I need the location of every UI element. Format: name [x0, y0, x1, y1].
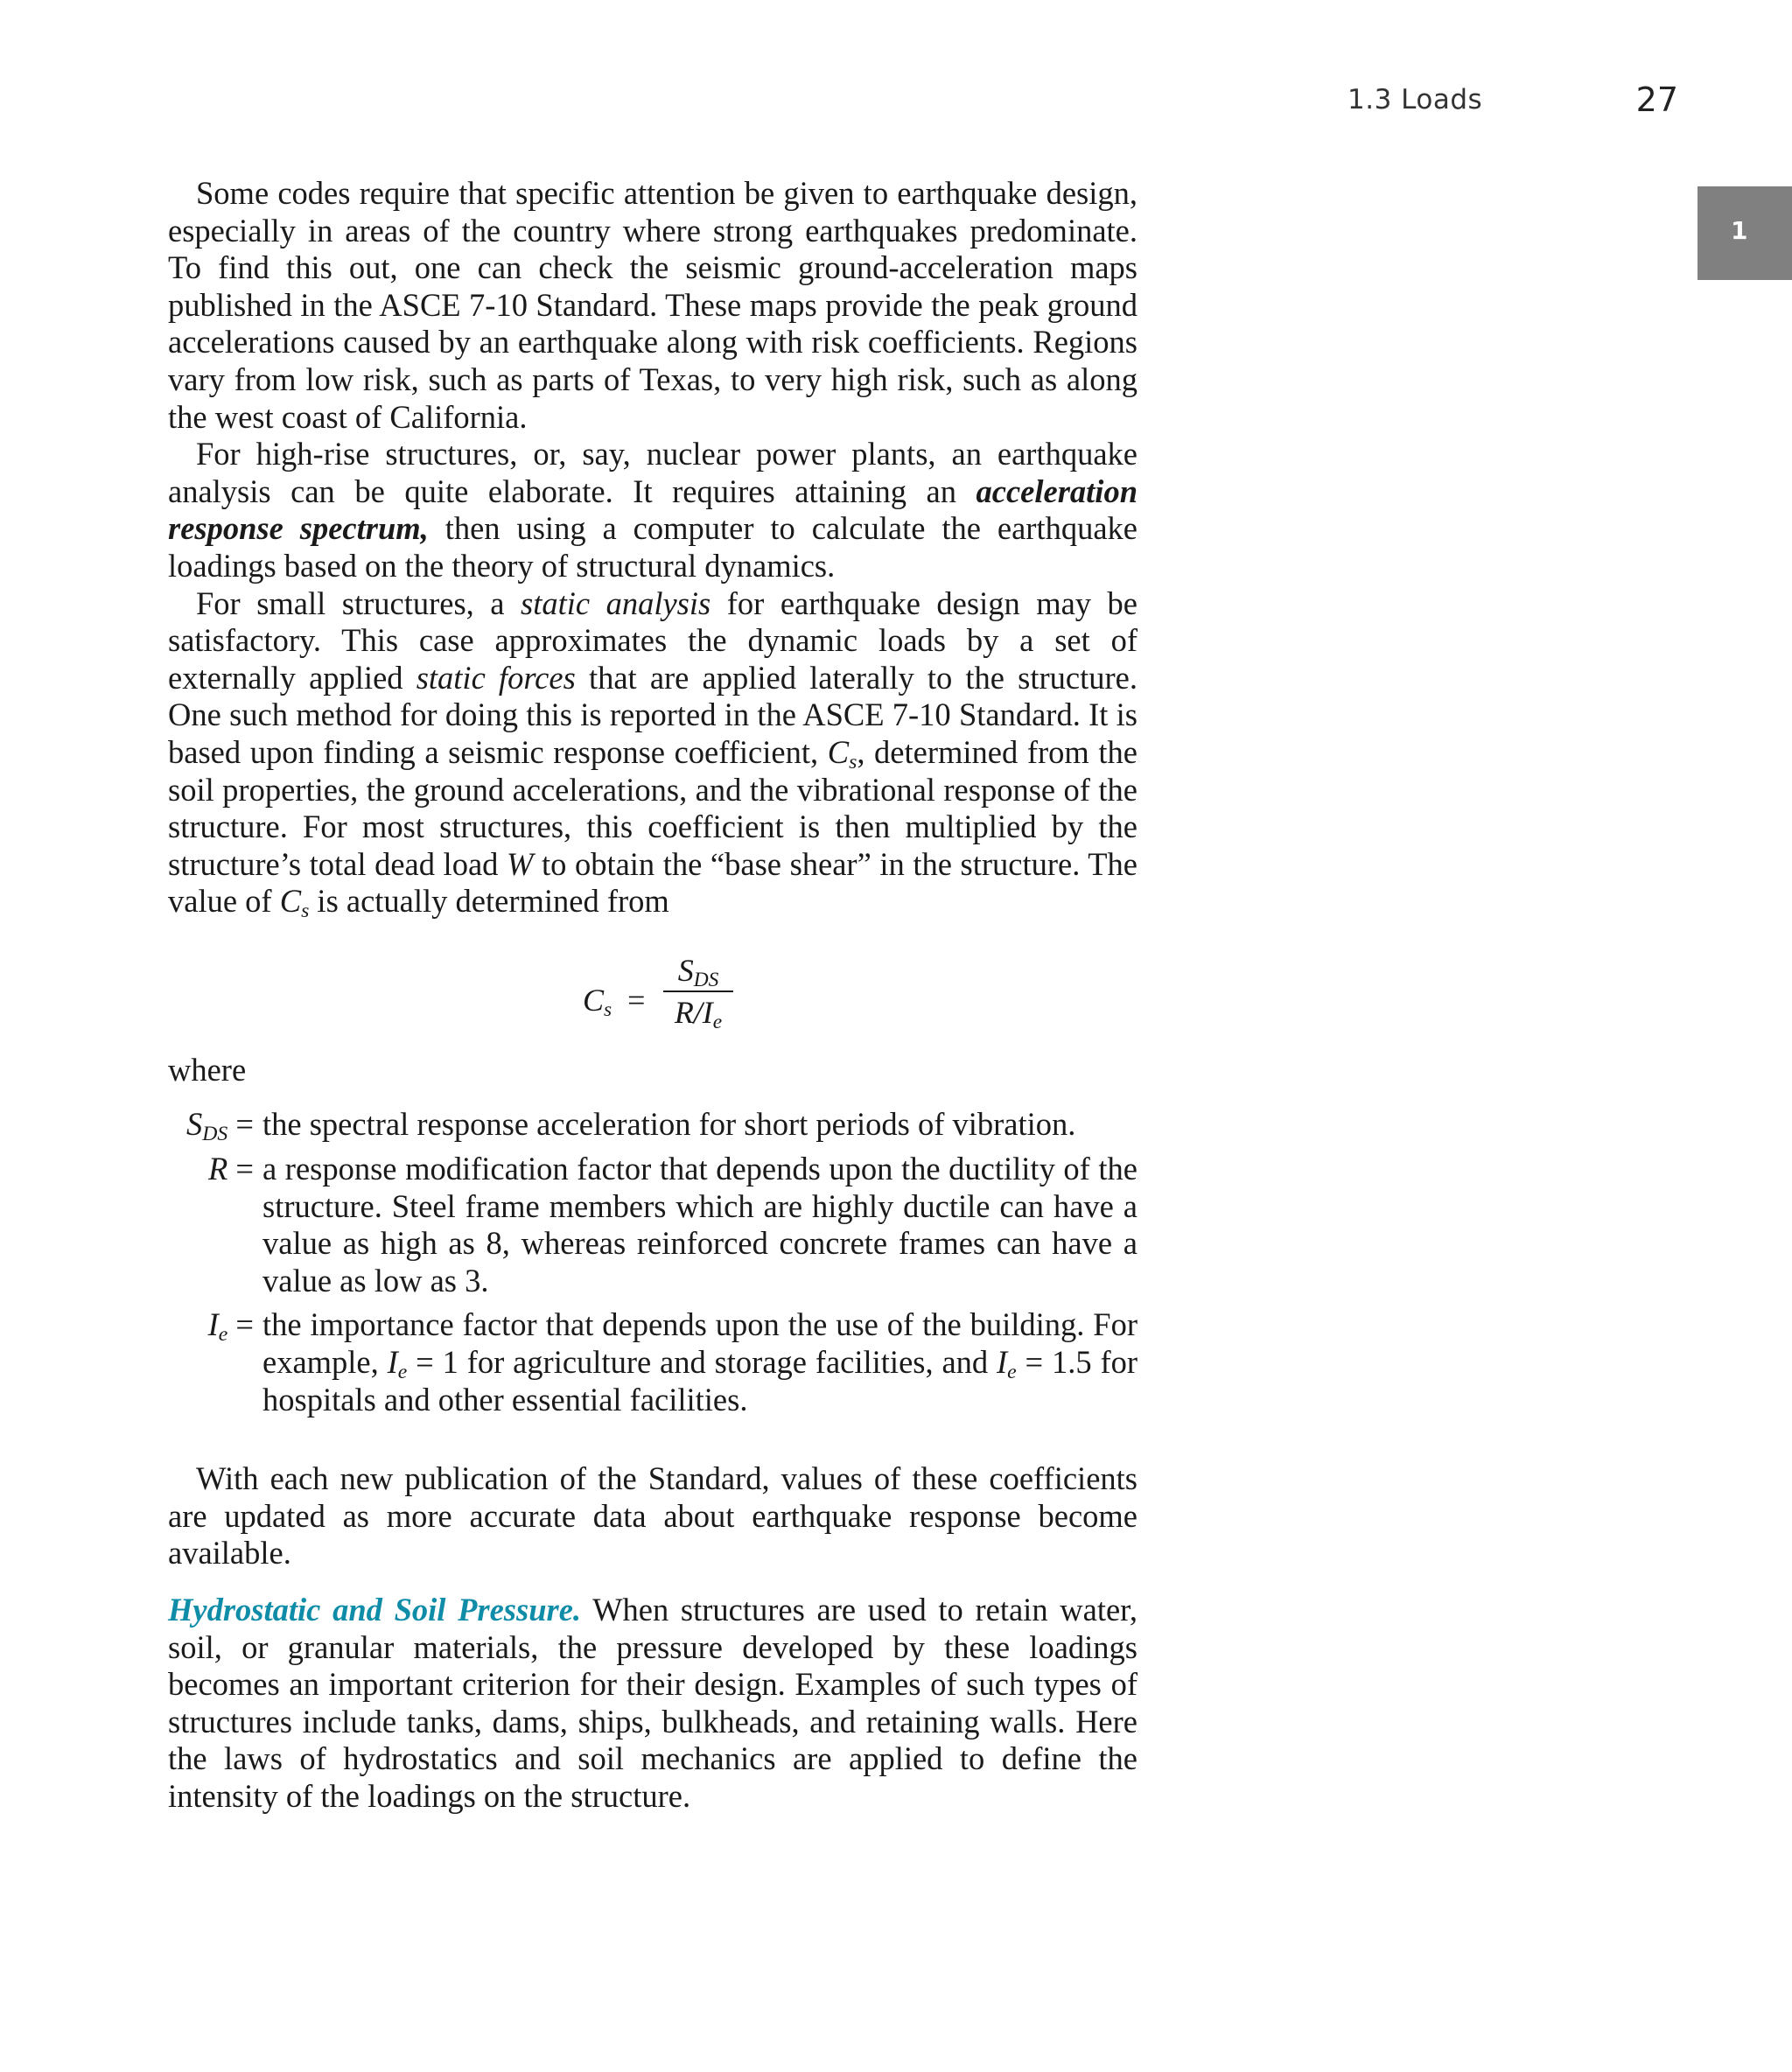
- equation-fraction: [663, 952, 733, 1032]
- paragraph-standard-updates: With each new publication of the Standard, values of these coefficients are updated as more accurate data about earthquake response become available.: [168, 1460, 1138, 1572]
- text-span: is actually determined from: [309, 883, 669, 920]
- fraction-numerator: $S_{DS}$: [663, 952, 733, 993]
- definition-ie: [168, 1306, 1138, 1418]
- definition-text: the spectral response acceleration for short periods of vibration.: [262, 1106, 1076, 1143]
- paragraph-seismic-maps: Some codes require that specific attention be given to earthquake design, especially in areas of the country where strong earthquakes predominate. To find this out, one can check the seismic ground-acceleration maps published in the ASCE 7-10 Standard. These maps provide the peak ground accelerations caused by an earthquake along with risk coefficients. Regions vary from low risk, such as parts of Texas, to very high risk, such as along the west coast of California.: [168, 175, 1138, 435]
- term-acceleration-response-spectrum: acceleration response spectrum,: [168, 472, 1138, 547]
- term-static-forces: static forces: [416, 659, 576, 696]
- definition-symbol: $S_{DS}$ =: [186, 1106, 254, 1146]
- text-span: , determined from the soil properties, the ground accelerations, and the vibrational response of the structure. For most structures, this coefficient is then multiplied by the structure’s total dead load: [168, 733, 1138, 882]
- symbol-cs: $C_s$: [279, 883, 310, 923]
- definition-text: a response modification factor that depends upon the ductility of the structure. Steel frame members which are highly ductile can have a value as high as 8, whereas reinforced concrete frames can have a value as low as 3.: [262, 1151, 1138, 1298]
- definition-symbol: R =: [207, 1151, 254, 1187]
- definition-r: [168, 1151, 1138, 1299]
- subsection-heading-hydrostatic: Hydrostatic and Soil Pressure.: [168, 1592, 582, 1628]
- page-body: [168, 175, 1138, 1816]
- definition-sds: [168, 1106, 1138, 1144]
- definition-text: the importance factor that depends upon the use of the building. For example, $I_e = 1$ for agriculture and storage facilities, and $I_e = 1.5$ for hospitals and other essential facilities.: [262, 1306, 1138, 1418]
- text-span: For small structures, a: [196, 584, 522, 621]
- paragraph-hydrostatic: [168, 1592, 1138, 1816]
- chapter-tab: 1: [1698, 186, 1792, 280]
- definition-symbol: $I_e$ =: [207, 1306, 254, 1347]
- term-static-analysis: static analysis: [521, 584, 711, 621]
- running-header: [0, 80, 1792, 130]
- text-span: to obtain the “base shear” in the structure. The value of: [168, 845, 1138, 920]
- equation-lhs: $C_s$ =: [583, 982, 646, 1021]
- text-span: that are applied laterally to the structure. One such method for doing this is reported in the ASCE 7-10 Standard. It is based upon finding a seismic response coefficient,: [168, 659, 1138, 770]
- where-label: where: [168, 1051, 247, 1088]
- text-span: for earthquake design may be satisfactory. This case approximates the dynamic loads by a set of externally applied: [168, 584, 1138, 696]
- text-span: When structures are used to retain water, soil, or granular materials, the pressure developed by these loadings becomes an important criterion for their design. Examples of such types of structures include tanks, dams, ships, bulkheads, and retaining walls. Here the laws of hydrostatics and soil mechanics are applied to define the intensity of the loadings on the structure.: [168, 1592, 1138, 1814]
- equation-cs: [168, 920, 1138, 1052]
- paragraph-high-rise: [168, 436, 1138, 584]
- symbol-cs: $C_s$: [827, 733, 858, 774]
- paragraph-static-analysis: [168, 584, 1138, 923]
- text-span: then using a computer to calculate the earthquake loadings based on the theory of structural dynamics.: [168, 510, 1138, 584]
- page-number: 27: [1635, 80, 1678, 119]
- variable-definitions: [168, 1106, 1138, 1418]
- section-label: 1.3 Loads: [1348, 84, 1483, 116]
- symbol-w: W: [506, 845, 534, 882]
- section-hydrostatic: [168, 1592, 1138, 1816]
- fraction-denominator: $R/I_e$: [674, 995, 723, 1034]
- text-span: For high-rise structures, or, say, nuclear power plants, an earthquake analysis can be quite elaborate. It requires attaining an: [168, 436, 1138, 509]
